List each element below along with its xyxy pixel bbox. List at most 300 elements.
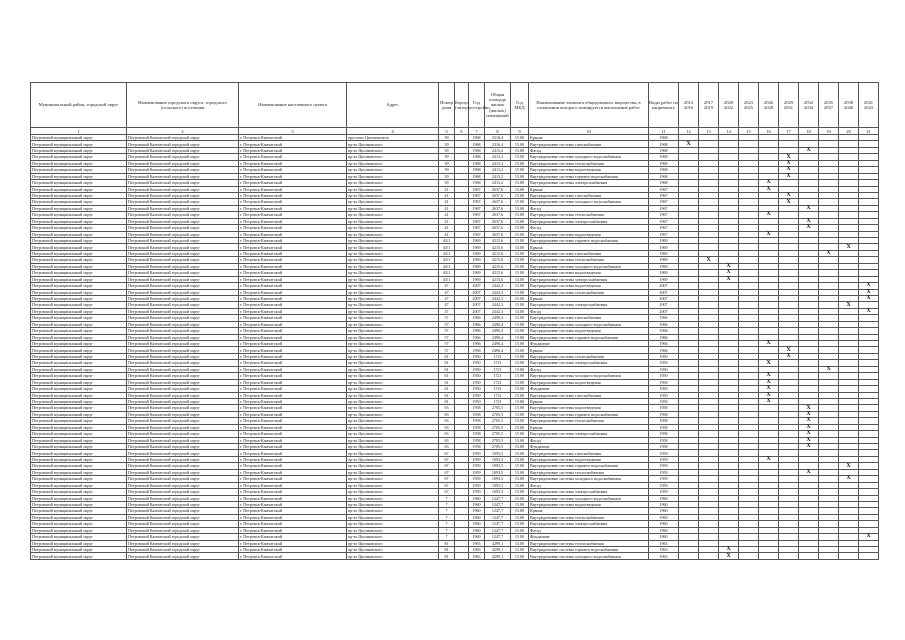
works-cell: 1966 [649, 315, 679, 321]
locality-cell: г. Петровск-Камчатский [239, 270, 347, 276]
locality-cell: г. Петровск-Камчатский [239, 212, 347, 218]
area-cell: 2637,6 [485, 225, 511, 231]
district-cell: Петровский муниципальный округ [31, 141, 127, 147]
locality-cell: г. Петровск-Камчатский [239, 308, 347, 314]
house-number-cell: 43/1 [439, 244, 455, 250]
header-row [31, 83, 879, 128]
address-cell: пр-кт Циолковского [347, 392, 439, 398]
period-mark: X [726, 275, 731, 282]
period-mark: X [866, 282, 871, 289]
period-mark: X [766, 391, 771, 398]
area-cell: 2316,4 [485, 135, 511, 141]
mkd-cell: 15.00 [511, 418, 529, 424]
house-number-cell: 47 [439, 308, 455, 314]
locality-cell: г. Петровск-Камчатский [239, 225, 347, 231]
mkd-cell: 15.00 [511, 501, 529, 507]
works-cell: 1950 [649, 366, 679, 372]
address-cell: пр-кт Циолковского [347, 308, 439, 314]
area-cell: 4299,1 [485, 553, 511, 559]
works-cell: 1959 [649, 482, 679, 488]
settlement-cell: Петровский Камчатский городской округ [127, 263, 239, 269]
works-cell: 1959 [649, 469, 679, 475]
column-number: 1 [31, 128, 127, 135]
locality-cell: г. Петровск-Камчатский [239, 482, 347, 488]
address-cell: пр-кт Циолковского [347, 341, 439, 347]
house-number-cell: 67 [439, 489, 455, 495]
address-cell: пр-кт Циолковского [347, 527, 439, 533]
column-number: 14 [719, 128, 739, 135]
area-cell: 1093,5 [485, 482, 511, 488]
settlement-cell: Петровский Камчатский городской округ [127, 476, 239, 482]
area-cell: 2637,6 [485, 186, 511, 192]
locality-cell: г. Петровск-Камчатский [239, 321, 347, 327]
settlement-cell: Петровский Камчатский городской округ [127, 418, 239, 424]
mkd-cell: 15.00 [511, 244, 529, 250]
settlement-cell: Петровский Камчатский городской округ [127, 341, 239, 347]
element-cell: Фундамент [529, 386, 649, 392]
column-header: 2017 2019 [699, 83, 719, 128]
house-number-cell: 61 [439, 386, 455, 392]
house-number-cell: 67 [439, 450, 455, 456]
area-cell: 2442,3 [485, 295, 511, 301]
address-cell: пр-кт Циолковского [347, 411, 439, 417]
locality-cell: г. Петровск-Камчатский [239, 250, 347, 256]
element-cell: Фасад [529, 366, 649, 372]
year-built-cell: 2007 [469, 289, 485, 295]
house-number-cell: 63 [439, 405, 455, 411]
mkd-cell: 15.00 [511, 373, 529, 379]
element-cell: Внутридомовые системы водоотведения [529, 379, 649, 385]
element-cell: Внутридомовые системы холодного водоснабжения [529, 263, 649, 269]
column-number: 4 [347, 128, 439, 135]
address-cell: пр-кт Циолковского [347, 360, 439, 366]
column-header: 2014 2016 [679, 83, 699, 128]
area-cell: 2413,2 [485, 160, 511, 166]
works-cell: 1968 [649, 160, 679, 166]
works-cell: 1963 [649, 540, 679, 546]
district-cell: Петровский муниципальный округ [31, 276, 127, 282]
district-cell: Петровский муниципальный округ [31, 186, 127, 192]
column-header: Год МКД [511, 83, 529, 128]
mkd-cell: 15.00 [511, 450, 529, 456]
locality-cell: г. Петровск-Камчатский [239, 167, 347, 173]
column-header: 2041 2043 [859, 83, 879, 128]
column-header: Наименование населенного пункта [239, 83, 347, 128]
area-cell: 1247,7 [485, 514, 511, 520]
element-cell: Внутридомовые системы холодного водоснабжения [529, 373, 649, 379]
element-cell: Фасад [529, 205, 649, 211]
element-cell: Внутридомовые системы водоотведения [529, 270, 649, 276]
address-cell: пр-кт Циолковского [347, 263, 439, 269]
house-number-cell: 7 [439, 508, 455, 514]
period-mark: X [806, 411, 811, 418]
year-built-cell: 1969 [469, 263, 485, 269]
settlement-cell: Петровский Камчатский городской округ [127, 489, 239, 495]
area-cell: 1093,5 [485, 456, 511, 462]
address-cell: пр-кт Циолковского [347, 501, 439, 507]
element-cell: Внутридомовые системы горячего водоснабжения [529, 411, 649, 417]
period-mark: X [806, 217, 811, 224]
works-cell: 1959 [649, 489, 679, 495]
locality-cell: г. Петровск-Камчатский [239, 147, 347, 153]
house-number-cell: 7 [439, 495, 455, 501]
period-mark: X [726, 546, 731, 553]
works-cell: 1960 [649, 521, 679, 527]
year-built-cell: 1958 [469, 431, 485, 437]
locality-cell: г. Петровск-Камчатский [239, 379, 347, 385]
mkd-cell: 15.00 [511, 521, 529, 527]
house-number-cell: 43/1 [439, 276, 455, 282]
settlement-cell: Петровский Камчатский городской округ [127, 360, 239, 366]
element-cell: Внутридомовые системы холодного водоснабжения [529, 154, 649, 160]
house-number-cell: 67 [439, 456, 455, 462]
locality-cell: г. Петровск-Камчатский [239, 405, 347, 411]
settlement-cell: Петровский Камчатский городской округ [127, 250, 239, 256]
period-cell [699, 553, 719, 559]
works-cell: 1960 [649, 514, 679, 520]
works-cell: 1950 [649, 373, 679, 379]
address-cell: пр-кт Циолковского [347, 405, 439, 411]
address-cell: пр-кт Циолковского [347, 437, 439, 443]
address-cell: пр-кт Циолковского [347, 495, 439, 501]
element-cell: Внутридомовые системы теплоснабжения [529, 353, 649, 359]
element-cell: Внутридомовые системы водоотведения [529, 167, 649, 173]
district-cell: Петровский муниципальный округ [31, 456, 127, 462]
mkd-cell: 15.00 [511, 289, 529, 295]
works-cell: 1958 [649, 418, 679, 424]
mkd-cell: 15.00 [511, 205, 529, 211]
area-cell: 2705,5 [485, 444, 511, 450]
address-cell: пр-кт Циолковского [347, 167, 439, 173]
house-number-cell: 81 [439, 553, 455, 559]
mkd-cell: 15.00 [511, 534, 529, 540]
works-cell: 1967 [649, 199, 679, 205]
year-built-cell: 1968 [469, 147, 485, 153]
element-cell: Крыша [529, 508, 649, 514]
element-cell: Внутридомовые системы теплоснабжения [529, 160, 649, 166]
district-cell: Петровский муниципальный округ [31, 199, 127, 205]
period-mark: X [766, 456, 771, 463]
settlement-cell: Петровский Камчатский городской округ [127, 205, 239, 211]
works-cell: 1960 [649, 527, 679, 533]
column-number: 21 [859, 128, 879, 135]
locality-cell: г. Петровск-Камчатский [239, 328, 347, 334]
element-cell: Внутридомовые системы холодного водоснабжения [529, 553, 649, 559]
works-cell: 1968 [649, 141, 679, 147]
settlement-cell: Петровский Камчатский городской округ [127, 334, 239, 340]
mkd-cell: 15.00 [511, 366, 529, 372]
year-built-cell: 1960 [469, 534, 485, 540]
mkd-cell: 15.00 [511, 186, 529, 192]
house-number-cell: 43/1 [439, 257, 455, 263]
year-built-cell: 1959 [469, 482, 485, 488]
district-cell: Петровский муниципальный округ [31, 431, 127, 437]
house-number-cell: 57 [439, 341, 455, 347]
period-mark: X [766, 185, 771, 192]
address-cell: пр-кт Циолковского [347, 347, 439, 353]
year-built-cell: 1959 [469, 463, 485, 469]
area-cell: 4215,6 [485, 263, 511, 269]
element-cell: Внутридомовые системы водоотведения [529, 283, 649, 289]
element-cell: Внутридомовые системы электроснабжения [529, 431, 649, 437]
area-cell: 4215,6 [485, 257, 511, 263]
address-cell: пр-кт Циолковского [347, 508, 439, 514]
locality-cell: г. Петровск-Камчатский [239, 373, 347, 379]
year-built-cell: 1960 [469, 514, 485, 520]
house-number-cell: 7 [439, 514, 455, 520]
element-cell: Внутридомовые системы теплоснабжения [529, 540, 649, 546]
address-cell: пр-кт Циолковского [347, 270, 439, 276]
settlement-cell: Петровский Камчатский городской округ [127, 379, 239, 385]
mkd-cell: 15.00 [511, 547, 529, 553]
area-cell: 1721 [485, 353, 511, 359]
house-number-cell: 39 [439, 135, 455, 141]
works-cell: 1958 [649, 411, 679, 417]
column-header: Номер дома [439, 83, 455, 128]
area-cell: 2637,6 [485, 212, 511, 218]
address-cell: пр-кт Циолковского [347, 321, 439, 327]
column-header: 2029 2031 [779, 83, 799, 128]
period-mark: X [766, 398, 771, 405]
period-mark: X [786, 153, 791, 160]
mkd-cell: 15.00 [511, 283, 529, 289]
settlement-cell: Петровский Камчатский городской округ [127, 160, 239, 166]
district-cell: Петровский муниципальный округ [31, 508, 127, 514]
district-cell: Петровский муниципальный округ [31, 469, 127, 475]
year-built-cell: 1967 [469, 218, 485, 224]
period-mark: X [806, 423, 811, 430]
column-header: 2026 2028 [759, 83, 779, 128]
element-cell: Внутридомовые системы электроснабжения [529, 276, 649, 282]
mkd-cell: 15.00 [511, 456, 529, 462]
settlement-cell: Петровский Камчатский городской округ [127, 225, 239, 231]
works-cell: 1950 [649, 392, 679, 398]
district-cell: Петровский муниципальный округ [31, 302, 127, 308]
mkd-cell: 15.00 [511, 411, 529, 417]
settlement-cell: Петровский Камчатский городской округ [127, 180, 239, 186]
period-mark: X [806, 417, 811, 424]
locality-cell: г. Петровск-Камчатский [239, 469, 347, 475]
works-cell: 1967 [649, 186, 679, 192]
house-number-cell: 7 [439, 521, 455, 527]
year-built-cell: 1950 [469, 398, 485, 404]
mkd-cell: 15.00 [511, 386, 529, 392]
address-cell: пр-кт Циолковского [347, 231, 439, 237]
period-mark: X [846, 462, 851, 469]
period-mark: X [806, 430, 811, 437]
district-cell: Петровский муниципальный округ [31, 489, 127, 495]
house-number-cell: 39 [439, 147, 455, 153]
mkd-cell: 15.00 [511, 341, 529, 347]
address-cell: пр-кт Циолковского [347, 450, 439, 456]
house-number-cell: 41 [439, 192, 455, 198]
period-mark: X [786, 198, 791, 205]
area-cell: 2490,4 [485, 321, 511, 327]
area-cell: 1093,5 [485, 476, 511, 482]
mkd-cell: 15.00 [511, 514, 529, 520]
element-cell: Внутридомовые системы горячего водоснабжения [529, 547, 649, 553]
settlement-cell: Петровский Камчатский городской округ [127, 444, 239, 450]
district-cell: Петровский муниципальный округ [31, 392, 127, 398]
district-cell: Петровский муниципальный округ [31, 147, 127, 153]
period-mark: X [686, 140, 691, 147]
settlement-cell: Петровский Камчатский городской округ [127, 238, 239, 244]
district-cell: Петровский муниципальный округ [31, 205, 127, 211]
mkd-cell: 15.00 [511, 141, 529, 147]
mkd-cell: 15.00 [511, 238, 529, 244]
address-cell: пр-кт Циолковского [347, 418, 439, 424]
locality-cell: г. Петровск-Камчатский [239, 192, 347, 198]
period-mark: X [866, 533, 871, 540]
mkd-cell: 15.00 [511, 353, 529, 359]
settlement-cell: Петровский Камчатский городской округ [127, 302, 239, 308]
locality-cell: г. Петровск-Камчатский [239, 263, 347, 269]
district-cell: Петровский муниципальный округ [31, 308, 127, 314]
locality-cell: г. Петровск-Камчатский [239, 547, 347, 553]
works-cell: 1969 [649, 276, 679, 282]
house-number-cell: 7 [439, 501, 455, 507]
column-number: 17 [779, 128, 799, 135]
settlement-cell: Петровский Камчатский городской округ [127, 521, 239, 527]
column-number: 19 [819, 128, 839, 135]
district-cell: Петровский муниципальный округ [31, 295, 127, 301]
settlement-cell: Петровский Камчатский городской округ [127, 353, 239, 359]
locality-cell: г. Петровск-Камчатский [239, 334, 347, 340]
element-cell: Внутридомовые системы теплоснабжения [529, 257, 649, 263]
address-cell: пр-кт Циолковского [347, 444, 439, 450]
period-mark: X [866, 308, 871, 315]
address-cell: пр-кт Циолковского [347, 218, 439, 224]
address-cell: пр-кт Циолковского [347, 334, 439, 340]
address-cell: пр-кт Циолковского [347, 540, 439, 546]
mkd-cell: 15.00 [511, 360, 529, 366]
column-header: 2038 2040 [839, 83, 859, 128]
column-number: 13 [699, 128, 719, 135]
area-cell: 2637,6 [485, 199, 511, 205]
works-cell: 1969 [649, 270, 679, 276]
settlement-cell: Петровский Камчатский городской округ [127, 386, 239, 392]
district-cell: Петровский муниципальный округ [31, 192, 127, 198]
element-cell: Фасад [529, 527, 649, 533]
works-cell: 1960 [649, 495, 679, 501]
period-mark: X [786, 346, 791, 353]
element-cell: Фундамент [529, 534, 649, 540]
address-cell: пр-кт Циолковского [347, 514, 439, 520]
locality-cell: г. Петровск-Камчатский [239, 411, 347, 417]
area-cell: 2637,6 [485, 218, 511, 224]
locality-cell: г. Петровск-Камчатский [239, 186, 347, 192]
mkd-cell: 15.00 [511, 398, 529, 404]
mkd-cell: 15.00 [511, 263, 529, 269]
year-built-cell: 1966 [469, 341, 485, 347]
year-built-cell: 1969 [469, 250, 485, 256]
element-cell: Внутридомовые системы водоотведения [529, 405, 649, 411]
mkd-cell: 15.00 [511, 431, 529, 437]
mkd-cell: 15.00 [511, 212, 529, 218]
district-cell: Петровский муниципальный округ [31, 553, 127, 559]
column-number: 7 [469, 128, 485, 135]
year-built-cell: 1963 [469, 540, 485, 546]
element-cell: Внутридомовые системы теплоснабжения [529, 469, 649, 475]
element-cell: Внутридомовые системы газоснабжения [529, 392, 649, 398]
column-header: 2020 2022 [719, 83, 739, 128]
period-mark: X [866, 288, 871, 295]
year-built-cell: 1969 [469, 238, 485, 244]
area-cell: 2413,2 [485, 147, 511, 153]
locality-cell: г. Петровск-Камчатский [239, 398, 347, 404]
area-cell: 2490,4 [485, 315, 511, 321]
settlement-cell: Петровский Камчатский городской округ [127, 424, 239, 430]
locality-cell: г. Петровск-Камчатский [239, 302, 347, 308]
element-cell: Фасад [529, 437, 649, 443]
period-mark: X [846, 243, 851, 250]
period-cell [719, 553, 739, 559]
house-number-cell: 43/1 [439, 263, 455, 269]
district-cell: Петровский муниципальный округ [31, 347, 127, 353]
column-number: 11 [649, 128, 679, 135]
address-cell: пр-кт Циолковского [347, 521, 439, 527]
year-built-cell: 2007 [469, 308, 485, 314]
house-number-cell: 47 [439, 302, 455, 308]
district-cell: Петровский муниципальный округ [31, 444, 127, 450]
locality-cell: г. Петровск-Камчатский [239, 238, 347, 244]
house-number-cell: 7 [439, 534, 455, 540]
house-number-cell: 57 [439, 321, 455, 327]
locality-cell: г. Петровск-Камчатский [239, 160, 347, 166]
column-header: Виды работ по капремонту [649, 83, 679, 128]
locality-cell: г. Петровск-Камчатский [239, 386, 347, 392]
year-built-cell: 1969 [469, 257, 485, 263]
locality-cell: г. Петровск-Камчатский [239, 295, 347, 301]
locality-cell: г. Петровск-Камчатский [239, 463, 347, 469]
area-cell: 1093,5 [485, 463, 511, 469]
mkd-cell: 15.00 [511, 424, 529, 430]
area-cell: 2442,3 [485, 283, 511, 289]
building-cell [455, 553, 469, 559]
period-mark: X [806, 468, 811, 475]
address-cell: пр-кт Циолковского [347, 463, 439, 469]
settlement-cell: Петровский Камчатский городской округ [127, 456, 239, 462]
area-cell: 2705,5 [485, 418, 511, 424]
house-number-cell: 43/1 [439, 250, 455, 256]
address-cell: пр-кт Циолковского [347, 205, 439, 211]
area-cell: 1247,7 [485, 495, 511, 501]
district-cell: Петровский муниципальный округ [31, 547, 127, 553]
district-cell: Петровский муниципальный округ [31, 283, 127, 289]
locality-cell: г. Петровск-Камчатский [239, 180, 347, 186]
house-number-cell: 63 [439, 431, 455, 437]
column-header: 2032 2034 [799, 83, 819, 128]
works-cell: 1967 [649, 205, 679, 211]
settlement-cell: Петровский Камчатский городской округ [127, 147, 239, 153]
district-cell: Петровский муниципальный округ [31, 527, 127, 533]
locality-cell: г. Петровск-Камчатский [239, 205, 347, 211]
year-built-cell: 1963 [469, 553, 485, 559]
address-cell: пр-кт Циолковского [347, 547, 439, 553]
element-cell: Внутридомовые системы газоснабжения [529, 250, 649, 256]
column-number: 15 [739, 128, 759, 135]
element-cell: Внутридомовые системы газоснабжения [529, 192, 649, 198]
area-cell: 2490,4 [485, 334, 511, 340]
area-cell: 2637,6 [485, 192, 511, 198]
mkd-cell: 15.00 [511, 469, 529, 475]
element-cell: Крыша [529, 186, 649, 192]
works-cell: 1967 [649, 192, 679, 198]
district-cell: Петровский муниципальный округ [31, 180, 127, 186]
locality-cell: г. Петровск-Камчатский [239, 231, 347, 237]
area-cell: 2413,2 [485, 173, 511, 179]
area-cell: 1247,7 [485, 501, 511, 507]
